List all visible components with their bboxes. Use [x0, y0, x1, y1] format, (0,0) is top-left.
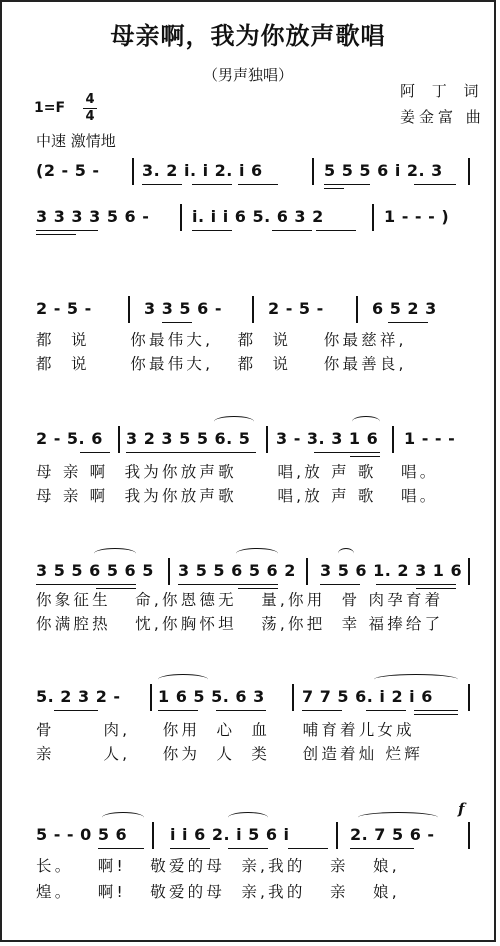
measure: 1 6 5 5. 6 3	[158, 687, 265, 706]
composer-credit: 姜金富 曲	[400, 108, 485, 126]
beam-line	[414, 710, 458, 711]
lyric-line-1: 骨 肉, 你用 心 血 哺育着儿女成	[36, 721, 415, 739]
measure: 2 - 5 -	[268, 299, 324, 318]
barline	[128, 296, 130, 323]
measure: i i 6 2. i 5 6 i	[170, 825, 290, 844]
barline	[252, 296, 254, 323]
beam-line	[178, 584, 238, 585]
slur	[352, 416, 380, 427]
beam-line	[170, 848, 210, 849]
beam-line	[142, 184, 182, 185]
measure: 7 7 5 6. i 2 i 6	[302, 687, 433, 706]
notation-line	[2, 160, 494, 182]
beam-line	[388, 322, 428, 323]
notation-line	[2, 206, 494, 228]
slur	[236, 548, 278, 559]
lyric-line-2: 你满腔热 忱,你胸怀坦 荡,你把 幸 福捧给了	[36, 615, 444, 633]
beam-line	[98, 848, 144, 849]
notation-line	[2, 686, 494, 708]
beam-line	[350, 848, 414, 849]
barline	[152, 822, 154, 849]
beam-line	[96, 584, 136, 585]
beam-line	[126, 452, 216, 453]
slur	[374, 674, 458, 685]
beam-line	[376, 584, 456, 585]
beam-line	[158, 710, 198, 711]
beam-line	[324, 184, 370, 185]
beam-line	[228, 848, 268, 849]
measure: 1 - - - )	[384, 207, 450, 226]
barline	[306, 558, 308, 585]
slur	[214, 416, 254, 427]
lyricist-credit: 阿 丁 词	[400, 82, 485, 100]
barline	[292, 684, 294, 711]
beam-line	[272, 230, 312, 231]
time-signature	[82, 92, 98, 125]
song-title: 母亲啊，我为你放声歌唱	[110, 22, 386, 50]
beam-line	[288, 848, 328, 849]
barline	[180, 204, 182, 231]
lyric-line-2: 煌。 啊! 敬爱的母 亲,我的 亲 娘,	[36, 883, 400, 901]
beam-line	[324, 188, 344, 189]
lyric-line-1: 母 亲 啊 我为你放声歌 唱,放 声 歌 唱。	[36, 463, 439, 481]
beam-line	[238, 584, 278, 585]
beam-line	[216, 452, 256, 453]
measure: 2 - 5 -	[36, 299, 92, 318]
slur	[228, 812, 268, 823]
beam-line	[350, 456, 380, 457]
slur	[158, 674, 208, 685]
measure: 3 5 6 1. 2 3 1 6	[320, 561, 463, 580]
meter-bottom: 4	[85, 109, 95, 124]
measure: 3 3 3 3 5 6 -	[36, 207, 150, 226]
lyric-line-1: 你象征生 命,你恩德无 量,你用 骨 肉孕育着	[36, 591, 444, 609]
measure: 5. 2 3 2 -	[36, 687, 121, 706]
barline	[312, 158, 314, 185]
measure: 6 5 2 3	[372, 299, 437, 318]
measure: 1 - - -	[404, 429, 456, 448]
measure: 3 2 3 5 5 6. 5	[126, 429, 251, 448]
beam-line	[414, 714, 458, 715]
beam-line	[302, 710, 342, 711]
slur	[94, 548, 136, 559]
lyric-line-1: 长。 啊! 敬爱的母 亲,我的 亲 娘,	[36, 857, 400, 875]
slur	[102, 812, 144, 823]
tempo-marking: 中速 激情地	[36, 132, 116, 150]
lyric-line-2: 母 亲 啊 我为你放声歌 唱,放 声 歌 唱。	[36, 487, 439, 505]
barline	[168, 558, 170, 585]
measure: 3 3 5 6 -	[144, 299, 222, 318]
measure: 2. 7 5 6 -	[350, 825, 435, 844]
measure: 3 - 3. 3 1 6	[276, 429, 379, 448]
beam-line	[162, 322, 192, 323]
barline	[372, 204, 374, 231]
measure: i. i i 6 5. 6 3 2	[192, 207, 324, 226]
beam-line	[238, 184, 278, 185]
slur	[358, 812, 438, 823]
measure: 2 - 5. 6	[36, 429, 103, 448]
barline	[392, 426, 394, 453]
barline	[132, 158, 134, 185]
beam-line	[414, 184, 456, 185]
notation-line	[2, 800, 494, 846]
notation-line	[2, 298, 494, 320]
song-subtitle: （男声独唱）	[202, 66, 293, 84]
barline	[336, 822, 338, 849]
measure: 3. 2 i. i 2. i 6	[142, 161, 263, 180]
beam-line	[36, 584, 96, 585]
slur	[338, 548, 354, 559]
barline	[266, 426, 268, 453]
beam-line	[192, 230, 232, 231]
barline	[468, 158, 470, 185]
measure: (2 - 5 -	[36, 161, 100, 180]
notation-line	[2, 428, 494, 450]
measure: 5 - - 0 5 6	[36, 825, 128, 844]
barline	[150, 684, 152, 711]
measure: 5 5 5 6 i 2. 3	[324, 161, 443, 180]
beam-line	[36, 230, 98, 231]
beam-line	[320, 584, 360, 585]
meter-top: 4	[85, 92, 95, 107]
barline	[468, 558, 470, 585]
beam-line	[216, 710, 266, 711]
dynamic-marking: f	[458, 800, 465, 818]
beam-line	[36, 234, 76, 235]
barline	[468, 822, 470, 849]
lyric-line-1: 都 说 你最伟大, 都 说 你最慈祥,	[36, 331, 407, 349]
beam-line	[316, 230, 356, 231]
key-signature: 1=F	[34, 100, 66, 116]
beam-line	[80, 452, 110, 453]
measure: 3 5 5 6 5 6 5	[36, 561, 154, 580]
barline	[468, 684, 470, 711]
beam-line	[314, 452, 380, 453]
beam-line	[192, 184, 232, 185]
notation-line	[2, 560, 494, 582]
lyric-line-2: 都 说 你最伟大, 都 说 你最善良,	[36, 355, 407, 373]
lyric-line-2: 亲 人, 你为 人 类 创造着灿 烂辉	[36, 745, 423, 763]
measure: 3 5 5 6 5 6 2	[178, 561, 296, 580]
barline	[118, 426, 120, 453]
barline	[356, 296, 358, 323]
beam-line	[54, 710, 98, 711]
beam-line	[366, 710, 406, 711]
